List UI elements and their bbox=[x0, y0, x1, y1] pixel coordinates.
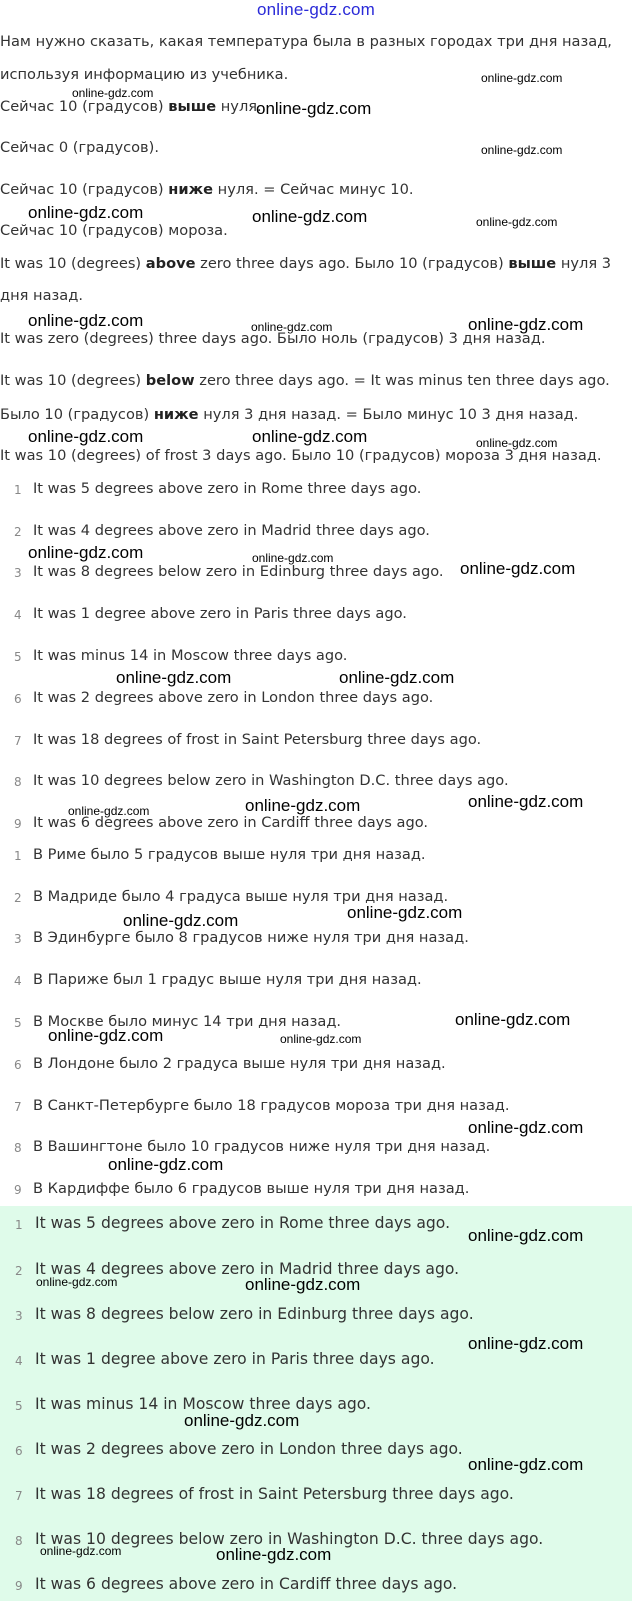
watermark: online-gdz.com bbox=[476, 215, 558, 229]
explanation-line-5b: дня назад. bbox=[0, 287, 83, 304]
watermark: online-gdz.com bbox=[468, 1334, 584, 1353]
item-number: 2 bbox=[15, 1264, 23, 1278]
text-segment: Было 10 (градусов) bbox=[0, 406, 154, 423]
watermark: online-gdz.com bbox=[48, 1026, 164, 1045]
item-text: It was 6 degrees above zero in Cardiff three days ago. bbox=[35, 1575, 458, 1593]
watermark: online-gdz.com bbox=[28, 203, 144, 222]
item-number: 1 bbox=[14, 849, 22, 863]
item-number: 9 bbox=[15, 1579, 23, 1593]
watermark: online-gdz.com bbox=[252, 207, 368, 226]
item-text: It was 18 degrees of frost in Saint Petersburg three days ago. bbox=[35, 1485, 514, 1503]
watermark: online-gdz.com bbox=[468, 1455, 584, 1474]
watermark: online-gdz.com bbox=[184, 1411, 300, 1430]
intro-line-1: Нам нужно сказать, какая температура была в разных городах три дня назад, bbox=[0, 33, 612, 50]
watermark: online-gdz.com bbox=[252, 427, 368, 446]
bold-word: below bbox=[145, 372, 195, 389]
item-number: 8 bbox=[14, 1141, 22, 1155]
item-number: 4 bbox=[14, 974, 22, 988]
watermark: online-gdz.com bbox=[256, 99, 372, 118]
item-text: It was 1 degree above zero in Paris three days ago. bbox=[33, 605, 407, 622]
item-number: 3 bbox=[14, 932, 22, 946]
text-segment: Сейчас 10 (градусов) bbox=[0, 98, 169, 115]
explanation-line-6: It was zero (degrees) three days ago. Было ноль (градусов) 3 дня назад. bbox=[0, 330, 546, 347]
watermark: online-gdz.com bbox=[460, 559, 576, 578]
watermark: online-gdz.com bbox=[468, 1226, 584, 1245]
item-text: В Санкт-Петербурге было 18 градусов мороза три дня назад. bbox=[33, 1097, 510, 1114]
watermark: online-gdz.com bbox=[468, 315, 584, 334]
watermark: online-gdz.com bbox=[123, 911, 239, 930]
item-number: 7 bbox=[14, 1100, 22, 1114]
item-text: It was 6 degrees above zero in Cardiff three days ago. bbox=[33, 814, 429, 831]
text-segment: It was 10 (degrees) bbox=[0, 255, 146, 272]
item-text: В Риме было 5 градусов выше нуля три дня назад. bbox=[33, 846, 426, 863]
item-text: It was 10 degrees below zero in Washington D.C. three days ago. bbox=[35, 1530, 544, 1548]
item-text: В Лондоне было 2 градуса выше нуля три дня назад. bbox=[33, 1055, 446, 1072]
watermark: online-gdz.com bbox=[108, 1155, 224, 1174]
watermark: online-gdz.com bbox=[245, 1275, 361, 1294]
text-segment: нуля. = Сейчас минус 10. bbox=[213, 181, 414, 198]
item-text: It was 8 degrees below zero in Edinburg three days ago. bbox=[33, 563, 444, 580]
item-text: В Париже был 1 градус выше нуля три дня назад. bbox=[33, 971, 422, 988]
explanation-line-4: Сейчас 10 (градусов) мороза. bbox=[0, 222, 228, 239]
item-text: В Эдинбурге было 8 градусов ниже нуля три дня назад. bbox=[33, 929, 469, 946]
item-text: It was 10 degrees below zero in Washington D.C. three days ago. bbox=[33, 772, 509, 789]
watermark: online-gdz.com bbox=[40, 1544, 122, 1558]
item-number: 5 bbox=[14, 650, 22, 664]
explanation-line-7 bbox=[0, 372, 610, 389]
watermark: online-gdz.com bbox=[481, 143, 563, 157]
watermark: online-gdz.com bbox=[481, 71, 563, 85]
watermark: online-gdz.com bbox=[455, 1010, 571, 1029]
text-segment: zero three days ago. = It was minus ten three days ago. bbox=[194, 372, 610, 389]
item-number: 8 bbox=[15, 1534, 23, 1548]
watermark: online-gdz.com bbox=[28, 543, 144, 562]
item-number: 6 bbox=[14, 692, 22, 706]
bold-word: ниже bbox=[168, 181, 214, 198]
site-logo[interactable]: online-gdz.com bbox=[256, 0, 376, 19]
watermark: online-gdz.com bbox=[252, 551, 334, 565]
item-number: 9 bbox=[14, 817, 22, 831]
item-number: 2 bbox=[14, 891, 22, 905]
item-number: 5 bbox=[15, 1399, 23, 1413]
bold-word: ниже bbox=[153, 406, 199, 423]
item-number: 1 bbox=[14, 483, 22, 497]
item-text: В Вашингтоне было 10 градусов ниже нуля три дня назад. bbox=[33, 1138, 491, 1155]
item-number: 1 bbox=[15, 1218, 23, 1232]
text-segment: zero three days ago. Было 10 (градусов) bbox=[195, 255, 509, 272]
explanation-line-1 bbox=[0, 98, 262, 115]
text-segment: Сейчас 10 (градусов) bbox=[0, 181, 169, 198]
item-number: 6 bbox=[14, 1058, 22, 1072]
item-text: It was 2 degrees above zero in London three days ago. bbox=[35, 1440, 463, 1458]
item-text: It was 18 degrees of frost in Saint Petersburg three days ago. bbox=[33, 731, 482, 748]
watermark: online-gdz.com bbox=[116, 668, 232, 687]
item-number: 7 bbox=[14, 734, 22, 748]
bold-word: выше bbox=[168, 98, 217, 115]
item-text: It was 1 degree above zero in Paris three days ago. bbox=[35, 1350, 435, 1368]
item-number: 4 bbox=[15, 1354, 23, 1368]
item-number: 3 bbox=[15, 1309, 23, 1323]
item-text: It was minus 14 in Moscow three days ago. bbox=[33, 647, 348, 664]
watermark: online-gdz.com bbox=[72, 86, 154, 100]
watermark: online-gdz.com bbox=[251, 320, 333, 334]
item-text: В Москве было минус 14 три дня назад. bbox=[33, 1013, 342, 1030]
item-text: It was 4 degrees above zero in Madrid three days ago. bbox=[33, 522, 430, 539]
explanation-line-8 bbox=[0, 406, 578, 423]
explanation-line-3 bbox=[0, 181, 414, 198]
item-number: 8 bbox=[14, 775, 22, 789]
item-text: В Мадриде было 4 градуса выше нуля три дня назад. bbox=[33, 888, 449, 905]
item-text: It was 2 degrees above zero in London three days ago. bbox=[33, 689, 434, 706]
watermark: online-gdz.com bbox=[216, 1545, 332, 1564]
watermark: online-gdz.com bbox=[36, 1275, 118, 1289]
watermark: online-gdz.com bbox=[280, 1032, 362, 1046]
text-segment: нуля. bbox=[216, 98, 262, 115]
item-text: В Кардиффе было 6 градусов выше нуля три дня назад. bbox=[33, 1180, 470, 1197]
watermark: online-gdz.com bbox=[347, 903, 463, 922]
item-text: It was 4 degrees above zero in Madrid three days ago. bbox=[35, 1260, 460, 1278]
watermark: online-gdz.com bbox=[468, 792, 584, 811]
text-segment: It was 10 (degrees) bbox=[0, 372, 146, 389]
bold-word: above bbox=[145, 255, 196, 272]
watermark: online-gdz.com bbox=[28, 427, 144, 446]
item-number: 3 bbox=[14, 566, 22, 580]
item-number: 6 bbox=[15, 1444, 23, 1458]
item-number: 2 bbox=[14, 525, 22, 539]
item-text: It was 8 degrees below zero in Edinburg three days ago. bbox=[35, 1305, 474, 1323]
item-text: It was 5 degrees above zero in Rome three days ago. bbox=[33, 480, 422, 497]
item-number: 9 bbox=[14, 1183, 22, 1197]
watermark: online-gdz.com bbox=[339, 668, 455, 687]
item-text: It was minus 14 in Moscow three days ago. bbox=[35, 1395, 371, 1413]
item-number: 4 bbox=[14, 608, 22, 622]
watermark: online-gdz.com bbox=[68, 804, 150, 818]
watermark: online-gdz.com bbox=[28, 311, 144, 330]
bold-word: выше bbox=[508, 255, 557, 272]
watermark: online-gdz.com bbox=[476, 436, 558, 450]
explanation-line-9: It was 10 (degrees) of frost 3 days ago. Было 10 (градусов) мороза 3 дня назад. bbox=[0, 447, 602, 464]
watermark: online-gdz.com bbox=[245, 796, 361, 815]
watermark: online-gdz.com bbox=[468, 1118, 584, 1137]
explanation-line-5 bbox=[0, 255, 611, 272]
item-number: 7 bbox=[15, 1489, 23, 1503]
text-segment: нуля 3 дня назад. = Было минус 10 3 дня назад. bbox=[198, 406, 579, 423]
item-number: 5 bbox=[14, 1016, 22, 1030]
text-segment: нуля 3 bbox=[556, 255, 612, 272]
explanation-line-2: Сейчас 0 (градусов). bbox=[0, 139, 159, 156]
item-text: It was 5 degrees above zero in Rome three days ago. bbox=[35, 1214, 451, 1232]
intro-line-2: используя информацию из учебника. bbox=[0, 66, 289, 83]
